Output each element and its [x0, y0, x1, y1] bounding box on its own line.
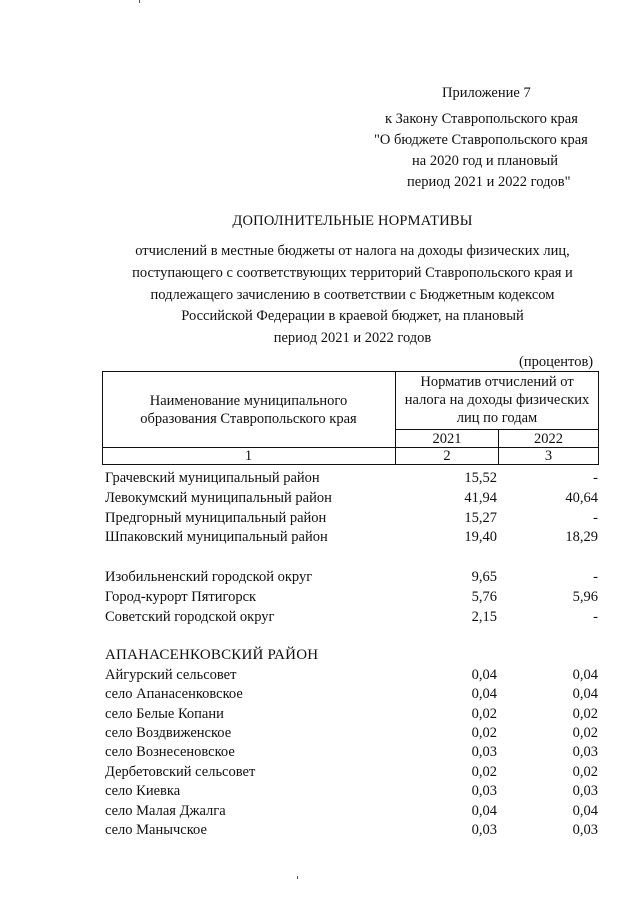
table-row-value-2022: 40,64 — [565, 490, 598, 506]
table-row-value-2022: - — [593, 470, 598, 486]
header-name-line-2: образования Ставропольского края — [140, 411, 357, 427]
table-row-value-2021: 0,03 — [471, 744, 497, 760]
subtitle-line-2: поступающего с соответствующих территорий Ставропольского края и — [132, 265, 573, 281]
header-name-line-1: Наименование муниципального — [149, 393, 348, 409]
subtitle-line-4: Российской Федерации в краевой бюджет, на плановый — [181, 308, 524, 324]
table-row-value-2022: 0,02 — [572, 706, 598, 722]
appendix-law-line-2: "О бюджете Ставропольского края — [374, 132, 588, 148]
document-title: ДОПОЛНИТЕЛЬНЫЕ НОРМАТИВЫ — [232, 213, 473, 229]
table-row-value-2022: 0,02 — [572, 764, 598, 780]
table-header — [102, 371, 599, 465]
table-row-value-2022: 0,04 — [572, 686, 598, 702]
subtitle-line-1: отчислений в местные бюджеты от налога на доходы физических лиц, — [135, 243, 570, 259]
table-row-value-2021: 0,04 — [471, 667, 497, 683]
table-row-name: Изобильненский городской округ — [105, 569, 313, 585]
header-col-2: 2 — [443, 448, 451, 464]
table-row-name: село Вознесеновское — [105, 744, 235, 760]
table-row-value-2022: 0,02 — [572, 725, 598, 741]
table-row-value-2022: 0,04 — [572, 667, 598, 683]
table-row-value-2021: 0,04 — [471, 686, 497, 702]
scan-speck — [297, 876, 298, 879]
table-row-name: Советский городской округ — [105, 609, 275, 625]
section-title: АПАНАСЕНКОВСКИЙ РАЙОН — [105, 647, 319, 663]
header-col-3: 3 — [544, 448, 553, 464]
table-row-name: Левокумский муниципальный район — [105, 490, 332, 506]
table-row-value-2022: 0,03 — [572, 744, 598, 760]
appendix-law-line-1: к Закону Ставропольского края — [385, 111, 578, 127]
table-row-value-2022: 0,03 — [572, 822, 598, 838]
table-row-value-2021: 0,02 — [471, 764, 497, 780]
table-row-value-2022: - — [593, 569, 598, 585]
table-row-name: Предгорный муниципальный район — [105, 510, 327, 526]
table-row-value-2021: 0,02 — [471, 706, 497, 722]
subtitle-line-5: период 2021 и 2022 годов — [273, 330, 432, 346]
table-row-value-2021: 5,76 — [471, 589, 497, 605]
table-row-value-2021: 41,94 — [464, 490, 497, 506]
table-row-value-2021: 0,04 — [471, 803, 497, 819]
appendix-law-line-4: период 2021 и 2022 годов" — [407, 174, 571, 190]
table-row-value-2022: 0,04 — [572, 803, 598, 819]
table-row-name: Шпаковский муниципальный район — [105, 529, 328, 545]
table-row-name: село Белые Копани — [105, 706, 224, 722]
table-row-name: Город-курорт Пятигорск — [105, 589, 257, 605]
table-row-value-2022: - — [593, 609, 598, 625]
table-row-value-2021: 2,15 — [471, 609, 497, 625]
table-border-top — [102, 371, 599, 372]
table-row-value-2022: 18,29 — [565, 529, 598, 545]
table-row-value-2021: 0,02 — [471, 725, 497, 741]
table-row-value-2021: 0,03 — [471, 783, 497, 799]
table-row-value-2021: 9,65 — [471, 569, 497, 585]
table-row-name: село Манычское — [105, 822, 207, 838]
table-row-value-2022: - — [593, 510, 598, 526]
table-row-value-2022: 0,03 — [572, 783, 598, 799]
table-row-name: Дербетовский сельсовет — [105, 764, 256, 780]
units-label: (процентов) — [519, 354, 594, 370]
table-row-value-2021: 19,40 — [464, 529, 497, 545]
table-row-value-2021: 15,52 — [464, 470, 497, 486]
table-row-value-2022: 5,96 — [572, 589, 598, 605]
header-year-2021: 2021 — [432, 431, 462, 447]
scan-speck — [139, 0, 140, 3]
appendix-title: Приложение 7 — [442, 85, 531, 101]
table-row-name: село Апанасенковское — [105, 686, 243, 702]
table-row-value-2021: 15,27 — [464, 510, 497, 526]
header-col-1: 1 — [244, 448, 253, 464]
header-norm-line-3: лиц по годам — [456, 410, 538, 426]
table-border-right — [598, 371, 599, 465]
header-year-2022: 2022 — [534, 431, 563, 447]
appendix-law-line-3: на 2020 год и плановый — [412, 153, 559, 169]
table-row-value-2021: 0,03 — [471, 822, 497, 838]
table-row-name: Айгурский сельсовет — [105, 667, 237, 683]
table-row-name: село Малая Джалга — [105, 803, 226, 819]
header-norm-line-2: налога на доходы физических — [404, 392, 590, 408]
table-row-name: село Воздвиженское — [105, 725, 232, 741]
subtitle-line-3: подлежащего зачислению в соответствии с Бюджетным кодексом — [150, 287, 555, 303]
table-row-name: село Киевка — [105, 783, 181, 799]
header-norm-line-1: Норматив отчислений от — [420, 374, 574, 390]
table-row-name: Грачевский муниципальный район — [105, 470, 320, 486]
